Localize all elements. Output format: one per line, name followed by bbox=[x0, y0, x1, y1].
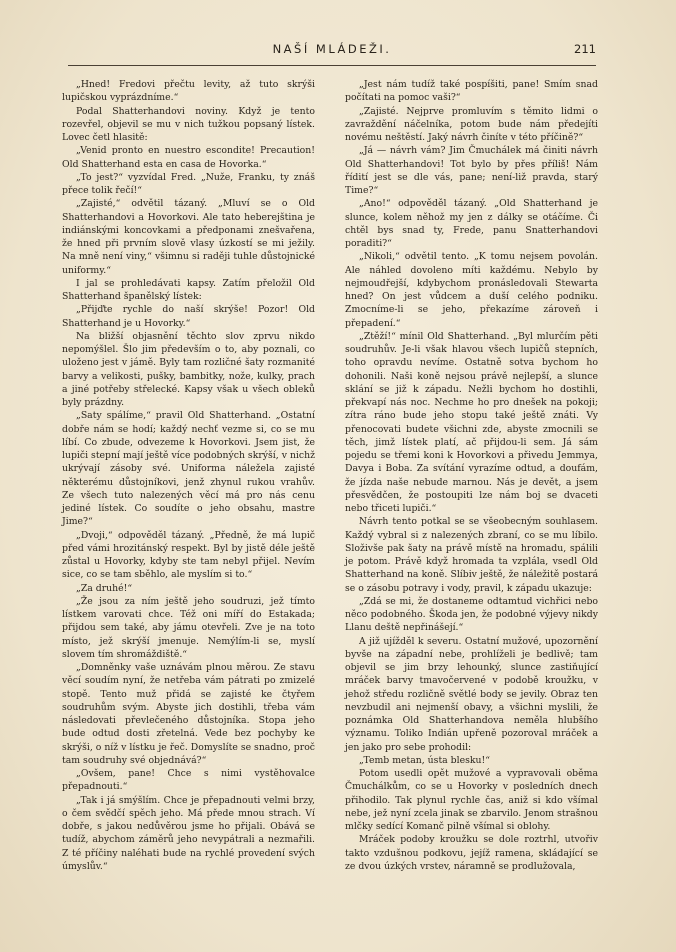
paragraph: „Tak i já smýšlím. Chce je přepadnouti velmi brzy, o čem svědčí spěch jeho. Má přede mnou strach. Ví dobře, s jakou nedůvěrou jsme ho přijali. Obává se tudíž, abychom záměrů jeho nevypátrali a nezmařili. Z té příčiny naléhati bude na rychlé provedení svých úmyslův.“ bbox=[62, 794, 315, 872]
paragraph: Mráček podoby kroužku se dole roztrhl, utvořiv takto vzdušnou podkovu, jejíž ramena, skládající se ze dvou úzkých vrstev, náramně se prodlužovala, bbox=[345, 834, 598, 872]
paragraph: „Hned! Fredovi přečtu levity, až tuto skrýši lupičskou vyprázdníme.“ bbox=[62, 79, 315, 104]
paragraph: „Venid pronto en nuestro escondite! Precaution! Old Shatterhand esta en casa de Hovorka.“ bbox=[62, 145, 315, 170]
paragraph: „Za druhé!“ bbox=[76, 582, 133, 594]
paragraph: „Saty spálíme,“ pravil Old Shatterhand. „Ostatní dobře nám se hodí; každý nechť vezme si, co se mu líbí. Co zbude, odvezeme k Hovorkovi. Jsem jist, že lupiči stepní mají ještě více podobných skrýší, v nichž ukrývají zásoby své. Uniforma náležela zajisté některému důstojníkovi, jenž zhynul rukou vrahův. Ze všech tuto nalezených věcí má pro nás cenu jediné lístek. Co soudíte o jeho obsahu, mastre Jime?“ bbox=[62, 410, 315, 528]
paragraph: „Ano!“ odpověděl tázaný. „Old Shatterhand je slunce, kolem něhož my jen z dálky se otáčíme. Či chtěl bys snad ty, Frede, panu Snatterhandovi poraditi?“ bbox=[345, 198, 598, 249]
paragraph: „Přijďte rychle do naší skrýše! Pozor! Old Shatterhand je u Hovorky.“ bbox=[62, 304, 315, 329]
paragraph: A již ujížděl k severu. Ostatní mužové, upozornění byvše na západní nebe, prohlíželi je bedlivě; tam objevil se jim brzy lehounký, slunce zastiňující mráček barvy tmavočervené v podobě kroužku, v jehož středu rozličně světlé body se jevily. Obraz ten nevzbudil ani nejmenší obavy, a všichni myslili, že poznámka Old Shatterhandova neměla hlubšího významu. Toliko Indián upřeně pozoroval mráček a jen jako pro sebe prohodil: bbox=[345, 635, 598, 753]
paragraph: „Zdá se mi, že dostaneme odtamtud vichřici nebo něco podobného. Škoda jen, že podobné výjevy nikdy Llanu deště nepřinášejí.“ bbox=[345, 595, 598, 634]
paragraph: „Dvoji,“ odpověděl tázaný. „Předně, že má lupič před vámi hrozitánský respekt. Byl by jistě déle ještě zůstal u Hovorky, kdyby ste tam nebyl přijel. Nevím sice, co se tam sběhlo, ale myslím si to.“ bbox=[62, 529, 315, 581]
paragraph: Potom usedli opět mužové a vypravovali oběma Čmuchálkům, co se u Hovorky v posledních dnech přihodilo. Tak plynul rychle čas, aniž si kdo všímal nebe, jež nyní zcela jinak se zbarvilo. Jenom strašnou mlčky sedící Komanč pilně všímal si oblohy. bbox=[345, 768, 598, 832]
running-title: NAŠÍ MLÁDEŽI. bbox=[272, 42, 392, 56]
paragraph: „Že jsou za ním ještě jeho soudruzi, jež tímto lístkem varovati chce. Též oni míří do Estakada; přijdou sem také, aby jámu otevřeli. Zve je na toto místo, jež skrýší jmenuje. Nemýlím-li se, myslí slovem tím shromáždiště.“ bbox=[62, 595, 315, 660]
paragraph: „Ztěží!“ mínil Old Shatterhand. „Byl mlurčím pěti soudruhův. Je-li však hlavou všech lupičů stepních, toho opravdu nevíme. Ostatně sotva bychom ho dohonili. Naši koně nejsou právě nejlepší, a slunce sklání se již k západu. Nežli bychom ho dostihli, překvapí nás noc. Nechme ho pro dnešek na pokoji; zítra ráno bude jeho stopu také ještě znáti. Vy přenocovati budete všichni zde, abyste zmocnili se těch, jimž lístek platí, ač přijdou-li sem. Já sám pojedu se třemi koni k Hovorkovi a přivedu Jemmya, Davya i Boba. Za svítání vyrazíme odtud, a doufám, že jízda naše nebude marnou. Nás je devět, a jsem přesvědčen, že postoupiti lze nám boj se dvaceti nebo třiceti lupiči.“ bbox=[345, 330, 598, 514]
paragraph: I jal se prohledávati kapsy. Zatím přeložil Old Shatterhand španělský lístek: bbox=[62, 277, 315, 302]
left-column bbox=[62, 78, 315, 873]
running-header bbox=[68, 42, 596, 62]
header-rule bbox=[68, 65, 596, 66]
paragraph: „Zajisté,“ odvětil tázaný. „Mluví se o Old Shatterhandovi a Hovorkovi. Ale tato heberejština je indiánskými koncovkami a předponami znešvařena, že hned při prvním slově vlasy úzkostí se mi ježily. Na mně není viny,“ všimnu si raději tuhle důstojnické uniformy.“ bbox=[62, 198, 315, 276]
paragraph: „Jest nám tudíž také pospíšiti, pane! Smím snad počítati na pomoc vaši?“ bbox=[345, 79, 598, 104]
paragraph: Návrh tento potkal se se všeobecným souhlasem. Každý vybral si z nalezených zbraní, co se mu líbilo. Složivše pak šaty na právě místě na hromadu, spálili je potom. Právě když hromada ta vzplála, vsedl Old Shatterhand na koně. Slíbiv ještě, že náležitě postará se o zásobu potravy i vody, pravil, k západu ukazuje: bbox=[345, 516, 598, 594]
paragraph: „Nikoli,“ odvětil tento. „K tomu nejsem povolán. Ale náhled dovoleno míti každému. Nebylo by nejmoudřejší, kdybychom pronásledovali Stewarta hned? On jest vůdcem a duší celého podniku. Zmocníme-li se jeho, překazíme zároveň i přepadení.“ bbox=[345, 251, 598, 329]
paragraph: „To jest?“ vyzvídal Fred. „Nuže, Franku, ty znáš přece tolik řečí!“ bbox=[62, 171, 315, 196]
paragraph: Na bližší objasnění těchto slov zprvu nikdo nepomýšlel. Šlo jim především o to, aby poznali, co uloženo jest v jámě. Byly tam rozličné šaty rozmanité barvy a velikosti, pušky, bambitky, nože, kulky, prach a jiné potřeby střelecké. Kapsy však u všech obleků byly prázdny. bbox=[62, 330, 315, 408]
paragraph: Podal Shatterhandovi noviny. Když je tento rozevřel, objevil se mu v nich tužkou popsaný lístek. Lovec četl hlasitě: bbox=[62, 105, 315, 143]
page-number: 211 bbox=[574, 42, 596, 56]
paragraph: „Temb metan, ústa blesku!“ bbox=[359, 754, 490, 766]
paragraph: „Ovšem, pane! Chce s nimi vystěhovalce přepadnouti.“ bbox=[62, 768, 315, 793]
paragraph: „Já — návrh vám? Jim Čmuchálek má činiti návrh Old Shatterhandovi! Tot bylo by přes příliš! Nám řídití jest se dle vás, pane; není-liž pravda, starý Time?“ bbox=[345, 145, 598, 196]
paragraph: „Domněnky vaše uznávám plnou měrou. Ze stavu věcí soudím nyní, že netřeba vám pátrati po zmizelé stopě. Tento muž přidá se zajisté ke čtyřem soudruhům svým. Abyste jich dostihli, třeba vám následovati převlečeného důstojníka. Stopa jeho bude odtud dosti zřetelná. Vede bez pochyby ke skrýši, o níž v lístku je řeč. Domyslíte se snadno, proč tam soudruhy své objednává?“ bbox=[62, 662, 315, 766]
paragraph: „Zajisté. Nejprve promluvím s těmito lidmi o zavraždění náčelníka, potom bude nám předejíti novému neštěstí. Jaký návrh činíte v této příčině?“ bbox=[345, 105, 598, 143]
right-column bbox=[345, 78, 598, 873]
